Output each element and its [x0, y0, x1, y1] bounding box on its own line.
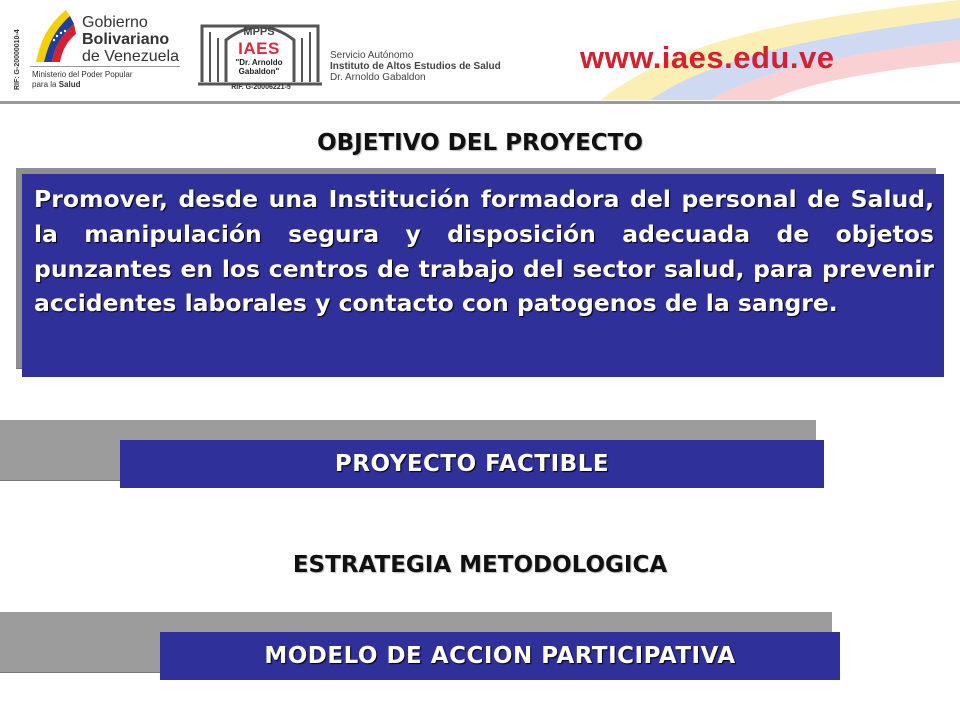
gov-line-1: Gobierno	[82, 14, 148, 31]
website-url: www.iaes.edu.ve	[580, 40, 835, 75]
iaes-dr-label	[228, 58, 290, 76]
objetivo-title: OBJETIVO DEL PROYECTO	[317, 130, 643, 156]
proyecto-factible-label: PROYECTO FACTIBLE	[334, 451, 610, 477]
gov-line-3: de Venezuela	[82, 48, 179, 65]
iaes-rif-label: RIF. G-20006221-5	[231, 84, 291, 91]
objetivo-text: Promover, desde una Institución formadora del personal de Salud, la manipulación segura y disposición adecuada de objetos punzantes en los centros de trabajo del sector salud, para prevenir accidentes laborales y contacto con patogenos de la sangre.	[34, 185, 934, 318]
ministry-text	[32, 70, 133, 90]
estrategia-title: ESTRATEGIA METODOLOGICA	[292, 552, 668, 578]
servicio-line-3: Dr. Arnoldo Gabaldon	[330, 72, 426, 83]
gov-divider	[30, 66, 180, 67]
ministry-line-1: Ministerio del Poder Popular	[32, 70, 133, 79]
proyecto-factible-box	[120, 440, 824, 488]
gov-line-2: Bolivariano	[82, 31, 170, 48]
rif-vertical-text: RIF: G-20000010-4	[14, 29, 21, 91]
servicio-autonomo-text	[330, 50, 501, 83]
header-banner	[0, 0, 960, 102]
ministry-line-2-bold: Salud	[58, 80, 81, 89]
iaes-name-label: IAES	[238, 39, 280, 58]
gobierno-bolivariano-text	[82, 14, 179, 65]
servicio-line-2: Instituto de Altos Estudios de Salud	[330, 61, 501, 72]
iaes-dr-line-2: Gabaldon"	[238, 67, 280, 76]
modelo-accion-box	[160, 632, 840, 680]
header-divider	[0, 101, 960, 104]
iaes-dr-line-1: "Dr. Arnoldo	[235, 58, 283, 67]
ministry-line-2-prefix: para la	[32, 80, 59, 89]
venezuela-flag-logo-icon	[32, 8, 76, 64]
iaes-mpps-label: MPPS	[243, 26, 275, 38]
objetivo-box	[22, 174, 944, 377]
modelo-accion-label: MODELO DE ACCION PARTICIPATIVA	[264, 643, 736, 669]
servicio-line-1: Servicio Autónomo	[330, 50, 414, 61]
